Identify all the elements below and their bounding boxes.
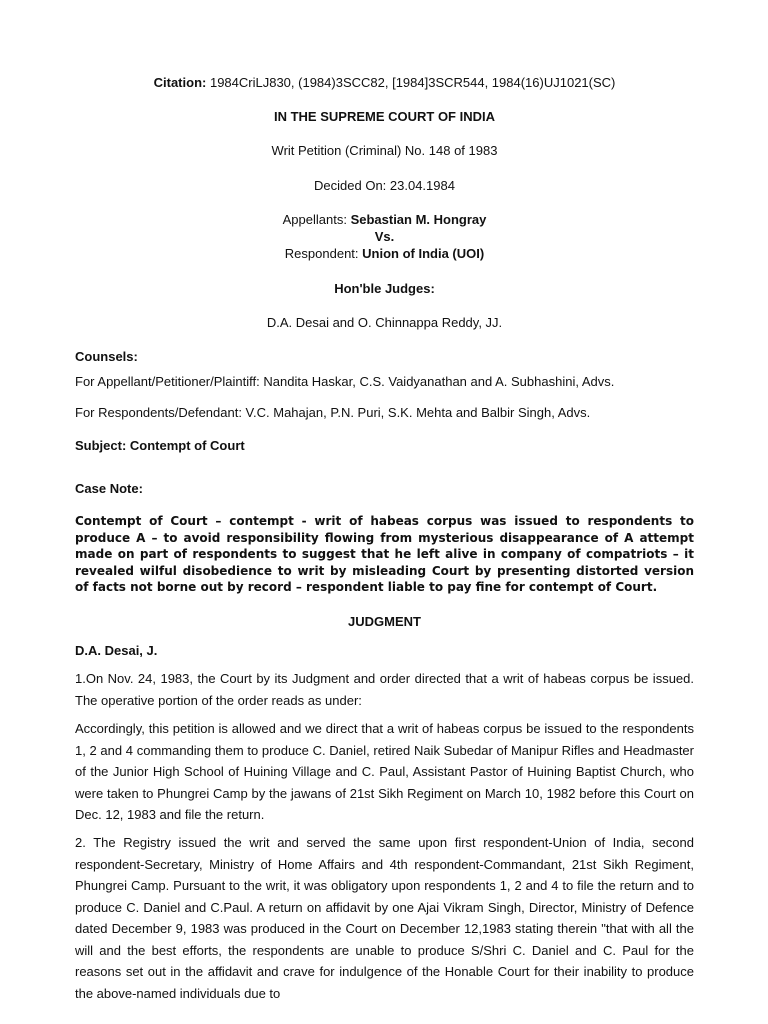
appellants-line (75, 211, 694, 228)
counsels-heading: Counsels: (75, 349, 138, 364)
counsel-appellant: For Appellant/Petitioner/Plaintiff: Nandita Haskar, C.S. Vaidyanathan and A. Subhashini, Advs. (75, 374, 615, 389)
respondent-line (75, 245, 694, 262)
citation-value: 1984CriLJ830, (1984)3SCC82, [1984]3SCR544, 1984(16)UJ1021(SC) (209, 75, 616, 90)
respondent-label: Respondent: (284, 246, 359, 261)
appellants-label: Appellants: (282, 212, 347, 227)
appellants-value: Sebastian M. Hongray (350, 212, 487, 227)
petition-number: Writ Petition (Criminal) No. 148 of 1983 (271, 143, 498, 158)
judgment-paragraph-1: 1.On Nov. 24, 1983, the Court by its Judgment and order directed that a writ of habeas corpus be issued. The operative portion of the order reads as under: (75, 671, 694, 708)
judgment-paragraph-2: 2. The Registry issued the writ and served the same upon first respondent-Union of India, second respondent-Secretary, Ministry of Home Affairs and 4th respondent-Commandant, 21st Sikh Regiment, Phungrei Camp. Pursuant to the writ, it was obligatory upon respondents 1, 2 and 4 to file the return and to produce C. Daniel and C.Paul. A return on affidavit by one Ajai Vikram Singh, Director, Ministry of Defence dated December 9, 1983 was produced in the Court on December 12,1983 stating therein "that with all the will and the best efforts, the respondents are unable to produce S/Shri C. Daniel and C. Paul for the reasons set out in the affidavit and crave for indulgence of the Honable Court for their inability to produce the above-named individuals due to (75, 835, 694, 1001)
case-note-text: Contempt of Court – contempt - writ of habeas corpus was issued to respondents to produce A – to avoid responsibility flowing from mysterious disappearance of A attempt made on part of respondents to suggest that he left alive in company of compatriots – it revealed wilful disobedience to writ by misleading Court by presenting distorted version of facts not borne out by record – respondent liable to pay fine for contempt of Court. (75, 514, 694, 594)
judgment-heading: JUDGMENT (348, 614, 421, 629)
counsel-respondent: For Respondents/Defendant: V.C. Mahajan, P.N. Puri, S.K. Mehta and Balbir Singh, Advs. (75, 405, 591, 420)
versus: Vs. (374, 229, 395, 244)
citation-label: Citation: (153, 75, 207, 90)
court-name: IN THE SUPREME COURT OF INDIA (273, 109, 495, 124)
judgment-author: D.A. Desai, J. (75, 643, 158, 658)
decided-on: Decided On: 23.04.1984 (314, 178, 455, 193)
subject: Subject: Contempt of Court (75, 438, 245, 453)
judges-heading: Hon'ble Judges: (334, 281, 435, 296)
judges-names: D.A. Desai and O. Chinnappa Reddy, JJ. (266, 315, 503, 330)
judgment-paragraph-quote: Accordingly, this petition is allowed and we direct that a writ of habeas corpus be issued to the respondents 1, 2 and 4 commanding them to produce C. Daniel, retired Naik Subedar of Manipur Rifles and Headmaster of the Junior High School of Huining Village and C. Paul, Assistant Pastor of Huining Baptist Church, who were taken to Phungrei Camp by the jawans of 21st Sikh Regiment on March 10, 1982 before this Court on Dec. 12, 1983 and file the return. (75, 721, 694, 822)
case-note-heading: Case Note: (75, 481, 143, 496)
respondent-value: Union of India (UOI) (362, 246, 485, 261)
citation-line (75, 74, 694, 91)
